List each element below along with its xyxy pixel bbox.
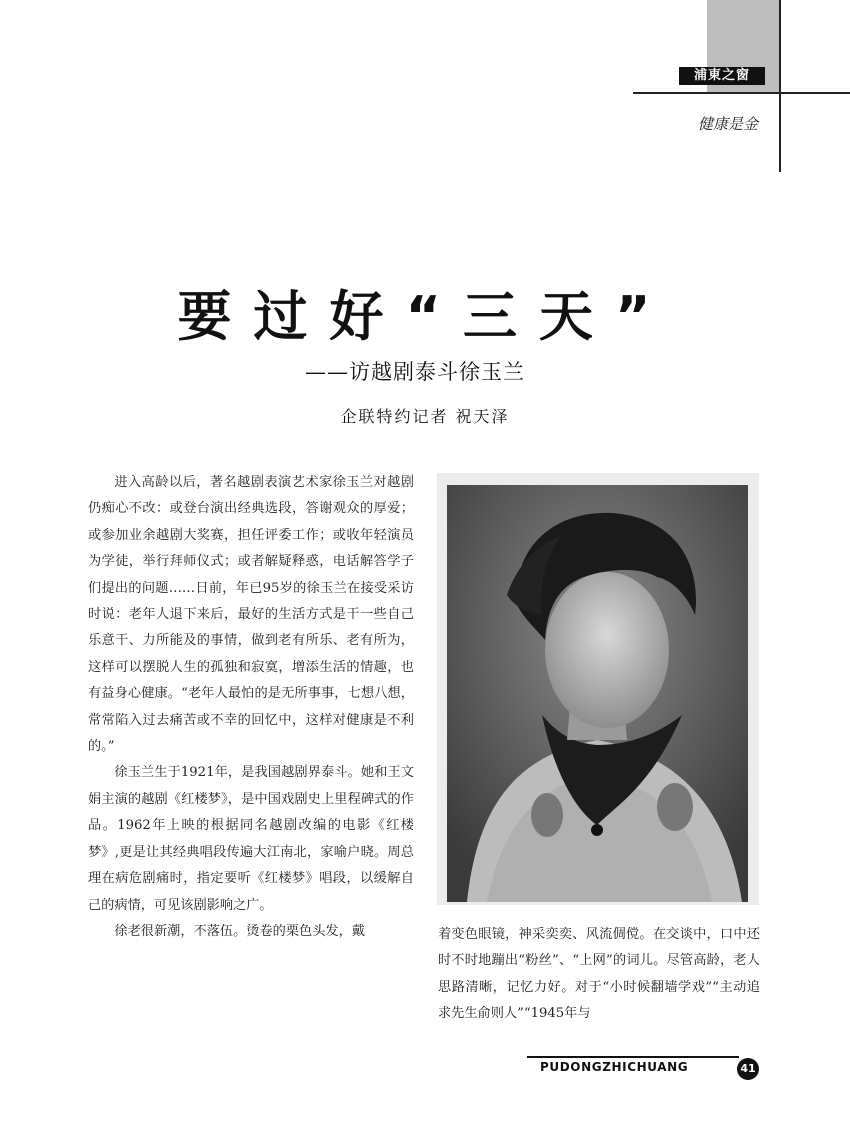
portrait-illustration — [447, 485, 748, 902]
article-left-column — [88, 470, 414, 945]
article-paragraph: 徐老很新潮，不落伍。烫卷的栗色头发，戴 — [114, 923, 365, 939]
section-label: 健康是金 — [697, 115, 758, 133]
article-byline: 企联特约记者 祝天泽 — [340, 407, 510, 426]
article-paragraph: 进入高龄以后，著名越剧表演艺术家徐玉兰对越剧仍痴心不改：或登台演出经典选段，答谢观众的厚爱；或参加业余越剧大奖赛，担任评委工作；或收年轻演员为学徒，举行拜师仪式；或者解疑释惑，电话解答学子们提出的问题……日前，年已95岁的徐玉兰在接受采访时说：老年人退下来后，最好的生活方式是干一些自己乐意干、力所能及的事情，做到老有所乐、老有所为，这样可以摆脱人生的孤独和寂寞，增添生活的情趣，也有益身心健康。“老年人最怕的是无所事事，七想八想，常常陷入过去痛苦或不幸的回忆中，这样对健康是不利的。” — [88, 475, 414, 755]
portrait-photo — [447, 485, 748, 902]
header-horizontal-rule — [633, 92, 850, 94]
article-subtitle: ——访越剧泰斗徐玉兰 — [305, 360, 525, 384]
page-number-badge: 41 — [737, 1058, 759, 1080]
article-paragraph-continued: 着变色眼镜，神采奕奕、风流倜傥。在交谈中，口中还时不时地蹦出“粉丝”、“上网”的词儿。尽管高龄，老人思路清晰，记忆力好。对于“小时候翻墙学戏”“主动追求先生俞则人”“1945年与 — [438, 927, 760, 1022]
article-paragraph: 徐玉兰生于1921年，是我国越剧界泰斗。她和王文娟主演的越剧《红楼梦》，是中国戏剧史上里程碑式的作品。1962年上映的根据同名越剧改编的电影《红楼梦》,更是让其经典唱段传遍大江南北，家喻户晓。周总理在病危剧痛时，指定要听《红楼梦》唱段，以缓解自己的病情，可见该剧影响之广。 — [88, 765, 414, 913]
header-vertical-rule — [779, 0, 781, 172]
magazine-logo-badge: 浦東之窗 — [679, 67, 765, 85]
footer-publication-name: PUDONGZHICHUANG — [540, 1060, 689, 1074]
footer-rule — [527, 1056, 739, 1058]
article-title: 要过好“三天” — [177, 285, 673, 348]
article-right-column — [438, 922, 760, 1028]
